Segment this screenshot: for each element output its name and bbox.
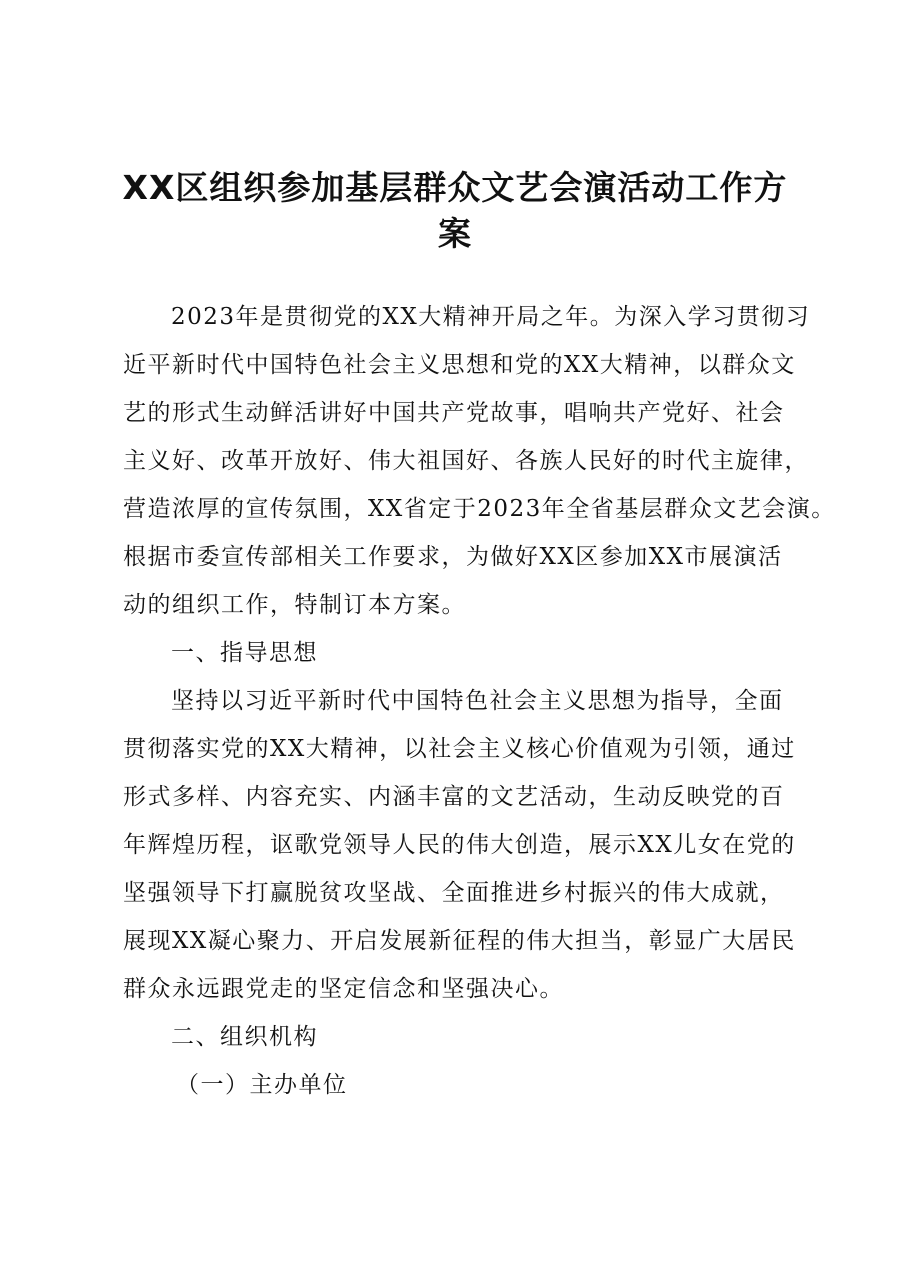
paragraph-line: 展现XX凝心聚力、开启发展新征程的伟大担当，彰显广大居民 [123, 928, 796, 954]
paragraph-line: 根据市委宣传部相关工作要求，为做好XX区参加XX市展演活 [123, 544, 783, 570]
paragraph-line: 贯彻落实党的XX大精神，以社会主义核心价值观为引领，通过 [123, 736, 796, 762]
subsection-heading: （一）主办单位 [176, 1072, 348, 1098]
paragraph-line: 2023年是贯彻党的XX大精神开局之年。为深入学习贯彻习 [171, 304, 811, 330]
document-title-line-2: 案 [438, 214, 472, 253]
paragraph-line: 近平新时代中国特色社会主义思想和党的XX大精神，以群众文 [123, 352, 796, 378]
paragraph-line: 营造浓厚的宣传氛围，XX省定于2023年全省基层群众文艺会演。 [123, 496, 836, 522]
paragraph-line: 形式多样、内容充实、内涵丰富的文艺活动，生动反映党的百 [123, 784, 785, 810]
paragraph-line: 年辉煌历程，讴歌党领导人民的伟大创造，展示XX儿女在党的 [123, 832, 796, 858]
paragraph-line: 坚持以习近平新时代中国特色社会主义思想为指导，全面 [171, 688, 784, 714]
paragraph-line: 艺的形式生动鲜活讲好中国共产党故事，唱响共产党好、社会 [123, 400, 785, 426]
document-title-line-1: XX区组织参加基层群众文艺会演活动工作方 [122, 168, 788, 207]
section-heading: 二、组织机构 [171, 1024, 318, 1050]
paragraph-line: 坚强领导下打赢脱贫攻坚战、全面推进乡村振兴的伟大成就， [123, 880, 785, 906]
section-heading: 一、指导思想 [171, 640, 318, 666]
paragraph-line: 动的组织工作，特制订本方案。 [123, 592, 466, 618]
paragraph-line: 主义好、改革开放好、伟大祖国好、各族人民好的时代主旋律， [123, 448, 809, 474]
paragraph-line: 群众永远跟党走的坚定信念和坚强决心。 [123, 976, 564, 1002]
